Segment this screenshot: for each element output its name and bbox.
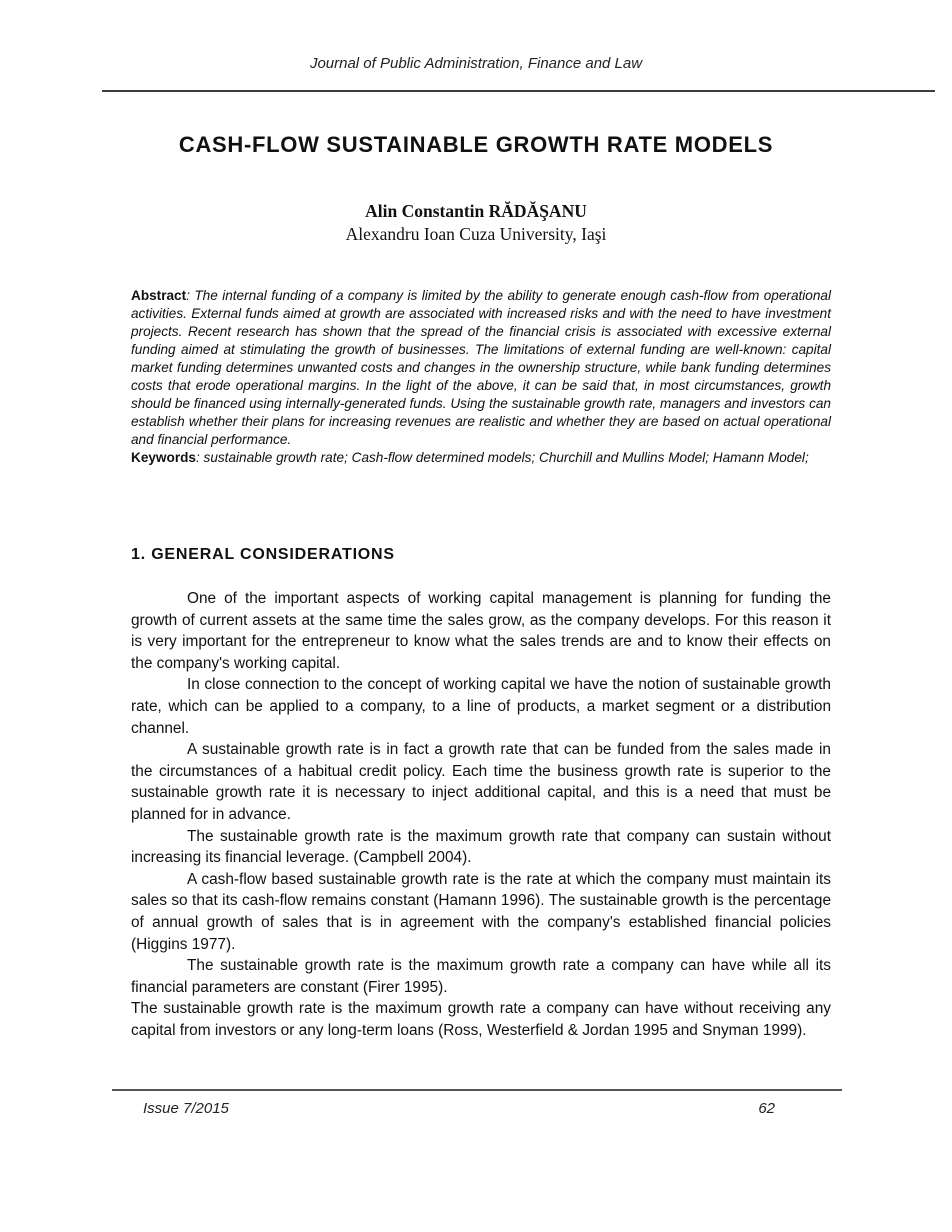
- footer-issue: Issue 7/2015: [143, 1100, 229, 1117]
- body-paragraph: A cash-flow based sustainable growth rate is the rate at which the company must maintain its sales so that its cash-flow remains constant (Hamann 1996). The sustainable growth is the percentage of annual growth of sales that is in agreement with the company's established financial policies (Higgins 1977).: [131, 870, 831, 953]
- abstract-label: Abstract: [131, 288, 187, 303]
- body-paragraph: The sustainable growth rate is the maximum growth rate that company can sustain without increasing its financial leverage. (Campbell 2004).: [131, 827, 831, 867]
- page-footer: [143, 1100, 775, 1117]
- footer-page-number: 62: [758, 1100, 775, 1117]
- footer-rule: [112, 1089, 842, 1091]
- abstract-block: [131, 287, 831, 467]
- body-paragraph: One of the important aspects of working capital management is planning for funding the growth of current assets at the same time the sales grow, as the company develops. For this reason it is very important for the entrepreneur to know what the sales trends are and to know their effects on the company's working capital.: [131, 590, 831, 672]
- abstract-paragraph: [131, 287, 831, 449]
- abstract-text: : The internal funding of a company is limited by the ability to generate enough cash-flow from operational activities. External funds aimed at growth are associated with increased risks and with the need to have investment projects. Recent research has shown that the spread of the financial crisis is associated with excessive external funding aimed at stimulating the growth of businesses. The limitations of external funding are well-known: capital market funding determines unwanted costs and changes in the ownership structure, while bank funding determines costs that erode operational margins. In the light of the above, it can be said that, in most circumstances, growth should be financed using internally-generated funds. Using the sustainable growth rate, managers and investors can establish whether their plans for increasing revenues are realistic and whether they are based on actual operational and financial performance.: [131, 288, 831, 447]
- keywords-label: Keywords: [131, 450, 196, 465]
- body-paragraph: In close connection to the concept of working capital we have the notion of sustainable growth rate, which can be applied to a company, to a line of products, a market segment or a distribution channel.: [131, 676, 831, 737]
- paper-title: CASH-FLOW SUSTAINABLE GROWTH RATE MODELS: [178, 132, 774, 157]
- author-affiliation: Alexandru Ioan Cuza University, Iaşi: [345, 224, 607, 244]
- body-paragraph: The sustainable growth rate is the maximum growth rate a company can have without receiving any capital from investors or any long-term loans (Ross, Westerfield & Jordan 1995 and Snyman 1999).: [131, 1000, 831, 1039]
- keywords-paragraph: [131, 449, 831, 467]
- journal-name: Journal of Public Administration, Finance and Law: [309, 55, 643, 72]
- body-text: [131, 588, 831, 1041]
- author-name: Alin Constantin RĂDĂŞANU: [365, 201, 587, 221]
- keywords-text: : sustainable growth rate; Cash-flow determined models; Churchill and Mullins Model; Hamann Model;: [195, 450, 809, 465]
- section-heading: 1. GENERAL CONSIDERATIONS: [131, 546, 395, 563]
- body-paragraph: The sustainable growth rate is the maximum growth rate a company can have while all its financial parameters are constant (Firer 1995).: [131, 957, 831, 996]
- body-paragraph: A sustainable growth rate is in fact a growth rate that can be funded from the sales made in the circumstances of a habitual credit policy. Each time the business growth rate is superior to the sustainable growth rate it is necessary to inject additional capital, and this is a need that must be planned for in advance.: [131, 741, 831, 823]
- header-rule: [102, 90, 935, 92]
